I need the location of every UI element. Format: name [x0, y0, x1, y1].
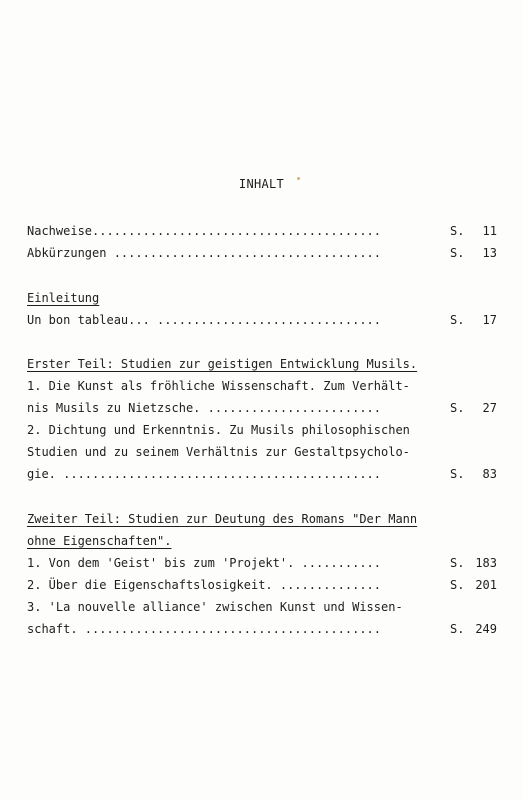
toc-entry-text: Studien und zu seinem Verhältnis zur Gestaltpsycholo- [27, 445, 410, 459]
toc-entry-page: 201 [475, 578, 497, 592]
section-heading-text: Einleitung [27, 291, 100, 305]
toc-entry-page: 27 [482, 401, 497, 415]
page-title: INHALT [238, 177, 285, 191]
toc-entry-page: 13 [482, 246, 497, 260]
toc-entry-text: schaft. ......................................... [27, 622, 382, 636]
toc-entry-text: 2. Dichtung und Erkenntnis. Zu Musils philosophischen [27, 423, 410, 437]
toc-entry-page-prefix: S. [450, 246, 465, 260]
toc-entry-page-prefix: S. [450, 622, 465, 636]
toc-entry-text: Un bon tableau... ............................... [27, 313, 382, 327]
toc-entry-text: 3. 'La nouvelle alliance' zwischen Kunst und Wissen- [27, 600, 403, 614]
section-heading-text: Zweiter Teil: Studien zur Deutung des Romans "Der Mann [27, 512, 418, 526]
toc-entry-page-prefix: S. [450, 313, 465, 327]
toc-entry-page: 11 [482, 224, 497, 238]
toc-entry-page-prefix: S. [450, 556, 465, 570]
toc-entry-page: 183 [475, 556, 497, 570]
toc-entry-page-prefix: S. [450, 578, 465, 592]
section-heading-text: ohne Eigenschaften". [27, 534, 172, 548]
toc-entry-text: nis Musils zu Nietzsche. ........................ [27, 401, 382, 415]
toc-entry-page: 249 [475, 622, 497, 636]
toc-entry-text: 1. Die Kunst als fröhliche Wissenschaft. Zum Verhält- [27, 379, 410, 393]
toc-entry-page: 83 [482, 467, 497, 481]
toc-entry-text: gie. ............................................ [27, 467, 382, 481]
section-heading-text: Erster Teil: Studien zur geistigen Entwicklung Musils. [27, 357, 418, 371]
toc-entry-page-prefix: S. [450, 224, 465, 238]
toc-entry-text: 2. Über die Eigenschaftslosigkeit. .............. [27, 578, 382, 592]
toc-entry-text: Nachweise........................................ [27, 224, 382, 238]
toc-entry-text: 1. Von dem 'Geist' bis zum 'Projekt'. ........... [27, 556, 382, 570]
toc-entry-page-prefix: S. [450, 401, 465, 415]
toc-entry-text: Abkürzungen ..................................... [27, 246, 382, 260]
toc-entry-page: 17 [482, 313, 497, 327]
toc-entry-page-prefix: S. [450, 467, 465, 481]
